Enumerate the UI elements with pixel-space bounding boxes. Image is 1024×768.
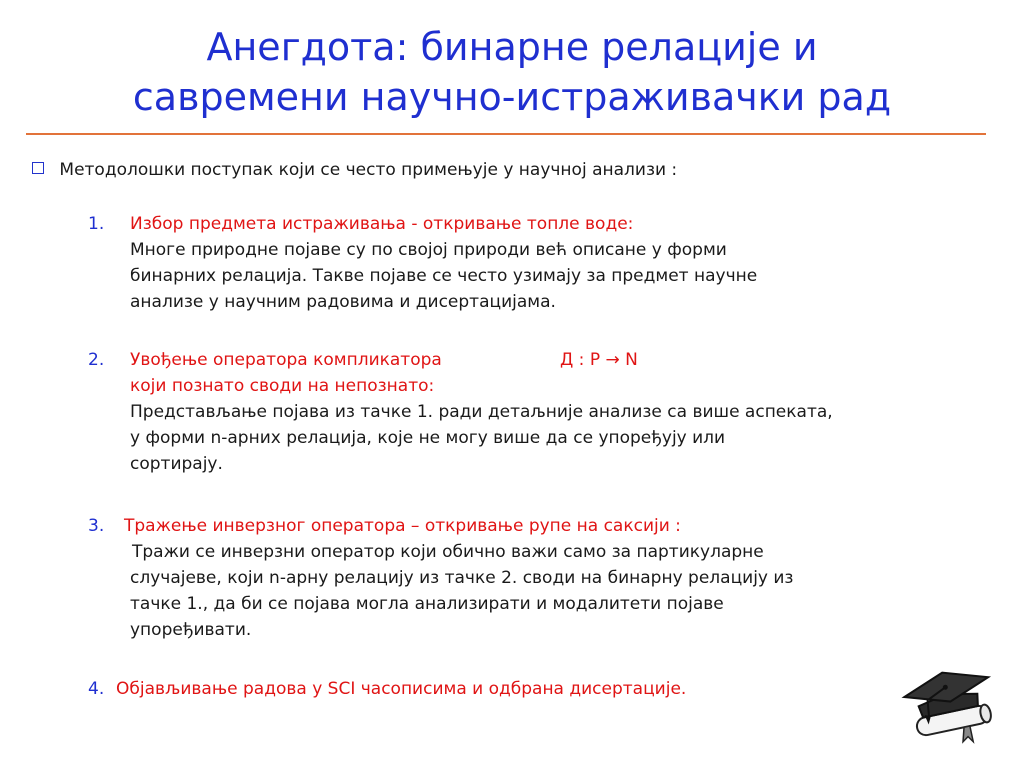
item-body-line: Многе природне појаве су по својој природи већ описане у форми <box>130 240 727 260</box>
item-number: 2. <box>88 350 105 370</box>
item-number: 3. <box>88 516 105 536</box>
intro-text: Методолошки поступак који се често примењује у научној анализи : <box>59 160 678 180</box>
operator-formula: Д : Р → N <box>560 350 638 370</box>
item-number: 4. <box>88 679 105 699</box>
intro-bullet <box>32 160 677 180</box>
graduation-cap-diploma-icon <box>898 650 998 750</box>
item-body-line: сортирају. <box>130 454 223 474</box>
checkbox-bullet-icon <box>32 162 44 174</box>
item-body-line: случајеве, који n-арну релацију из тачке 2. своди на бинарну релацију из <box>130 568 794 588</box>
item-body-line: Тражи се инверзни оператор који обично важи само за партикуларне <box>132 542 764 562</box>
item-body-line: Представљање појава из тачке 1. ради детаљније анализе са више аспеката, <box>130 402 833 422</box>
slide-title <box>0 22 1024 122</box>
item-body-line: упоређивати. <box>130 620 252 640</box>
item-heading: Објављивање радова у SCI часописима и одбрана дисертације. <box>116 679 687 699</box>
item-heading: Избор предмета истраживања - откривање топле воде: <box>130 214 634 234</box>
item-heading: Тражење инверзног оператора – откривање рупе на саксији : <box>124 516 681 536</box>
title-line-2: савремени научно-истраживачки рад <box>132 75 892 119</box>
title-divider <box>26 133 986 135</box>
item-body-line: у форми n-арних релација, које не могу више да се упоређују или <box>130 428 726 448</box>
item-heading-continued: који познато своди на непознато: <box>130 376 435 396</box>
item-heading: Увођење оператора компликатора <box>130 350 442 370</box>
title-line-1: Анегдота: бинарне релације и <box>206 25 818 69</box>
item-body-line: бинарних релација. Такве појаве се често узимају за предмет научне <box>130 266 758 286</box>
item-body-line: анализе у научним радовима и дисертацијама. <box>130 292 556 312</box>
item-body-line: тачке 1., да би се појава могла анализирати и модалитети појаве <box>130 594 724 614</box>
item-number: 1. <box>88 214 105 234</box>
